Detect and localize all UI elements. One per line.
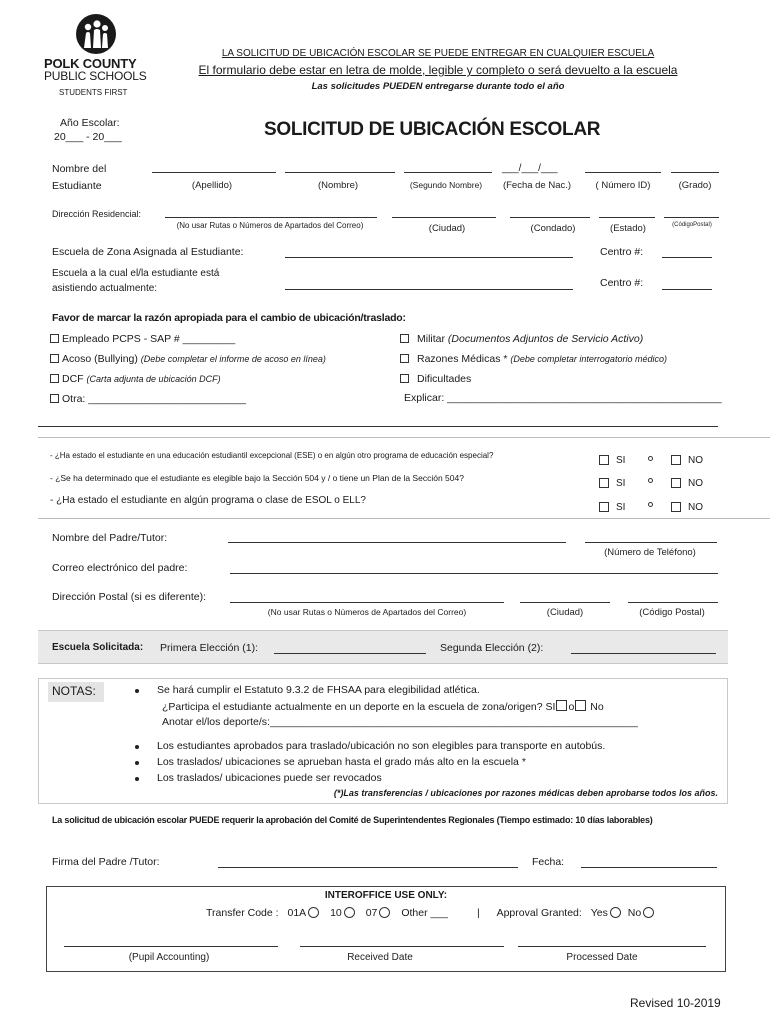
pupil-accounting-field[interactable]: [64, 946, 278, 947]
esol-separator-icon: [648, 502, 653, 507]
revision-date: Revised 10-2019: [630, 996, 721, 1010]
note-bullet-4: [135, 777, 139, 781]
processed-date-field[interactable]: [518, 946, 706, 947]
504-yes-label: SI: [616, 478, 626, 489]
current-center-field[interactable]: [662, 289, 712, 290]
504-no-checkbox[interactable]: [671, 478, 681, 488]
caption-pupil-accounting: (Pupil Accounting): [128, 952, 210, 963]
address-street-field[interactable]: [165, 217, 377, 218]
checkbox-other[interactable]: [50, 394, 59, 403]
caption-city: (Ciudad): [428, 223, 466, 234]
logo-line2: PUBLIC SCHOOLS: [44, 69, 147, 83]
sport-yes-checkbox[interactable]: [556, 700, 567, 711]
notes-label: NOTAS:: [52, 684, 96, 698]
reasons-heading: Favor de marcar la razón apropiada para el cambio de ubicación/traslado:: [52, 312, 406, 324]
approval-yes-radio[interactable]: [610, 907, 621, 918]
caption-postal-zip: (Código Postal): [639, 607, 705, 618]
logo-emblem-icon: [44, 12, 148, 60]
question-ese: - ¿Ha estado el estudiante en una educación estudiantil excepcional (ESE) o en algún otro programa de educación especial?: [50, 451, 494, 460]
header-line2: El formulario debe estar en letra de molde, legible y completo o será devuelto a la escuela: [198, 63, 678, 77]
reason-hardship[interactable]: Dificultades: [400, 373, 471, 385]
interoffice-title: INTEROFFICE USE ONLY:: [324, 890, 448, 901]
postal-city-field[interactable]: [520, 602, 610, 603]
parent-email-label: Correo electrónico del padre:: [52, 562, 188, 574]
last-name-field[interactable]: [152, 172, 276, 173]
caption-postal-city: (Ciudad): [546, 607, 584, 618]
code-10-radio[interactable]: [344, 907, 355, 918]
checkbox-employee[interactable]: [50, 334, 59, 343]
caption-middle-name: (Segundo Nombre): [409, 180, 483, 190]
explain-field[interactable]: Explicar: _______________________________________________: [404, 392, 722, 404]
approval-no-radio[interactable]: [643, 907, 654, 918]
dob-field[interactable]: ___/___/___: [502, 163, 558, 174]
zone-center-label: Centro #:: [600, 246, 644, 258]
first-choice-field[interactable]: [274, 653, 426, 654]
caption-received-date: Received Date: [347, 952, 413, 963]
section-divider: [38, 437, 770, 438]
current-school-label-1: Escuela a la cual el/la estudiante está: [52, 268, 220, 279]
504-separator-icon: [648, 478, 653, 483]
zone-school-label: Escuela de Zona Asignada al Estudiante:: [52, 246, 244, 258]
esol-yes-checkbox[interactable]: [599, 502, 609, 512]
note-bullet-2: [135, 745, 139, 749]
caption-street: (No usar Rutas o Números de Apartados del Correo): [176, 221, 364, 230]
zone-school-field[interactable]: [285, 257, 573, 258]
reason-medical[interactable]: Razones Médicas * (Debe completar interrogatorio médico): [400, 353, 667, 365]
school-year-label: Año Escolar:: [60, 117, 120, 129]
reason-dcf[interactable]: DCF (Carta adjunta de ubicación DCF): [50, 373, 221, 385]
address-label: Dirección Residencial:: [52, 209, 142, 219]
received-date-field[interactable]: [300, 946, 504, 947]
caption-county: (Condado): [530, 223, 576, 234]
form-title: SOLICITUD DE UBICACIÓN ESCOLAR: [264, 119, 601, 140]
checkbox-hardship[interactable]: [400, 374, 409, 383]
reason-other[interactable]: Otra: ___________________________: [50, 393, 246, 405]
reason-bullying[interactable]: Acoso (Bullying) (Debe completar el informe de acoso en línea): [50, 353, 326, 365]
code-07-radio[interactable]: [379, 907, 390, 918]
question-esol: - ¿Ha estado el estudiante en algún programa o clase de ESOL o ELL?: [50, 495, 366, 506]
note-highest-grade: Los traslados/ ubicaciones se aprueban hasta el grado más alto en la escuela *: [157, 756, 526, 768]
caption-grade: (Grado): [678, 180, 712, 191]
address-county-field[interactable]: [510, 217, 590, 218]
signature-field[interactable]: [218, 867, 518, 868]
parent-phone-field[interactable]: [585, 542, 717, 543]
district-logo: [44, 12, 148, 100]
postal-zip-field[interactable]: [628, 602, 718, 603]
signature-date-label: Fecha:: [532, 856, 565, 868]
current-school-field[interactable]: [285, 289, 573, 290]
first-name-field[interactable]: [285, 172, 395, 173]
checkbox-military[interactable]: [400, 334, 409, 343]
school-year-value[interactable]: 20___ - 20___: [54, 131, 122, 143]
student-label-1: Nombre del: [52, 163, 107, 175]
second-choice-field[interactable]: [571, 653, 716, 654]
caption-dob: (Fecha de Nac.): [502, 180, 572, 191]
ese-yes-checkbox[interactable]: [599, 455, 609, 465]
postal-address-label: Dirección Postal (si es diferente):: [52, 591, 207, 603]
committee-note: La solicitud de ubicación escolar PUEDE requerir la aprobación del Comité de Superintendentes Regionales (Tiempo estimado: 10 días laborables): [52, 815, 653, 825]
parent-name-field[interactable]: [228, 542, 566, 543]
parent-email-field[interactable]: [230, 573, 718, 574]
reason-employee[interactable]: Empleado PCPS - SAP # _________: [50, 333, 235, 345]
zone-center-field[interactable]: [662, 257, 712, 258]
questions-divider: [38, 518, 770, 519]
note-sport-question: ¿Participa el estudiante actualmente en un deporte en la escuela de zona/origen? SI o No: [162, 701, 604, 713]
current-school-label-2: asistiendo actualmente:: [52, 283, 158, 294]
checkbox-medical[interactable]: [400, 354, 409, 363]
esol-no-checkbox[interactable]: [671, 502, 681, 512]
explain-line-2[interactable]: [38, 426, 718, 427]
note-bullet-1: [135, 689, 139, 693]
caption-phone: (Número de Teléfono): [604, 547, 696, 558]
caption-id-number: ( Número ID): [595, 180, 651, 191]
504-yes-checkbox[interactable]: [599, 478, 609, 488]
caption-state: (Estado): [610, 223, 646, 234]
caption-processed-date: Processed Date: [566, 952, 638, 963]
caption-last-name: (Apellido): [191, 180, 233, 191]
esol-no-label: NO: [688, 502, 703, 513]
question-504: - ¿Se ha determinado que el estudiante es elegible bajo la Sección 504 y / o tiene un Plan de la Sección 504?: [50, 473, 464, 483]
caption-postal-street: (No usar Rutas o Números de Apartados del Correo): [267, 607, 467, 617]
note-fhsaa: Se hará cumplir el Estatuto 9.3.2 de FHSAA para elegibilidad atlética.: [157, 684, 480, 696]
address-city-field[interactable]: [392, 217, 496, 218]
sport-no-checkbox[interactable]: [575, 700, 586, 711]
esol-yes-label: SI: [616, 502, 626, 513]
first-choice-label: Primera Elección (1):: [160, 642, 259, 654]
caption-zip: (CódigoPostal): [672, 222, 712, 228]
signature-date-field[interactable]: [581, 867, 717, 868]
note-bullet-3: [135, 761, 139, 765]
note-revocable: Los traslados/ ubicaciones puede ser revocados: [157, 772, 382, 784]
504-no-label: NO: [688, 478, 703, 489]
checkbox-bullying[interactable]: [50, 354, 59, 363]
ese-no-label: NO: [688, 455, 703, 466]
requested-school-label: Escuela Solicitada:: [52, 642, 144, 653]
note-transport: Los estudiantes aprobados para traslado/ubicación no son elegibles para transporte en autobús.: [157, 740, 606, 752]
transfer-code-row: Transfer Code : 01A 10 07 Other ___ | Approval Granted: Yes No: [206, 907, 656, 919]
note-sports-field[interactable]: Anotar el/los deporte/s:_______________________________________________________________: [162, 716, 638, 728]
header-line1: LA SOLICITUD DE UBICACIÓN ESCOLAR SE PUEDE ENTREGAR EN CUALQUIER ESCUELA: [221, 48, 655, 59]
middle-name-field[interactable]: [404, 172, 492, 173]
id-number-field[interactable]: [585, 172, 661, 173]
current-center-label: Centro #:: [600, 277, 644, 289]
note-medical-footnote: (*)Las transferencias / ubicaciones por razones médicas deben aprobarse todos los años.: [333, 788, 718, 798]
address-state-field[interactable]: [599, 217, 655, 218]
student-label-2: Estudiante: [52, 180, 102, 192]
ese-no-checkbox[interactable]: [671, 455, 681, 465]
header-line3: Las solicitudes PUEDEN entregarse durante todo el año: [311, 81, 565, 92]
caption-first-name: (Nombre): [317, 180, 359, 191]
reason-military[interactable]: Militar (Documentos Adjuntos de Servicio Activo): [400, 333, 643, 345]
logo-tagline: STUDENTS FIRST: [59, 88, 128, 97]
second-choice-label: Segunda Elección (2):: [440, 642, 544, 654]
logo-line1: POLK COUNTY: [44, 56, 137, 71]
postal-street-field[interactable]: [230, 602, 504, 603]
ese-separator-icon: [648, 456, 653, 461]
code-01a-radio[interactable]: [308, 907, 319, 918]
ese-yes-label: SI: [616, 455, 626, 466]
signature-label: Firma del Padre /Tutor:: [52, 856, 160, 868]
parent-name-label: Nombre del Padre/Tutor:: [52, 532, 168, 544]
checkbox-dcf[interactable]: [50, 374, 59, 383]
grade-field[interactable]: [671, 172, 719, 173]
address-zip-field[interactable]: [664, 217, 719, 218]
